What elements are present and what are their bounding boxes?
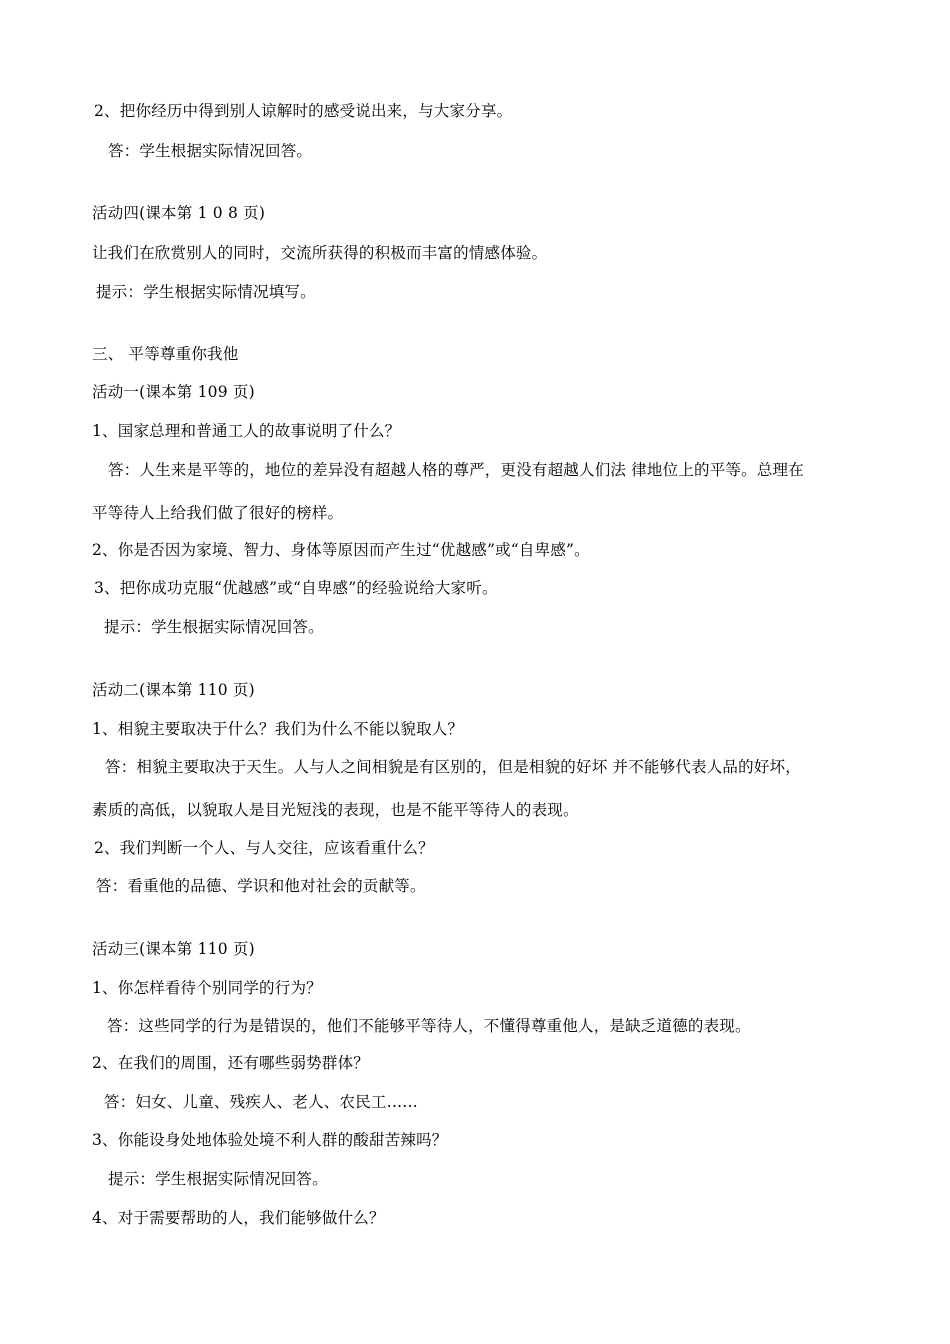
- question-line: 3、你能设身处地体验处境不利人群的酸甜苦辣吗？: [92, 1131, 448, 1149]
- answer-line-continued: 素质的高低，以貌取人是目光短浅的表现，也是不能平等待人的表现。: [92, 801, 579, 819]
- question-line: 3、把你成功克服“优越感”或“自卑感”的经验说给大家听。: [94, 579, 498, 597]
- question-line: 让我们在欣赏别人的同时，交流所获得的积极而丰富的情感体验。: [92, 244, 548, 262]
- answer-line: 答：看重他的品德、学识和他对社会的贡献等。: [96, 877, 426, 895]
- section-heading: 三、 平等尊重你我他: [92, 345, 239, 363]
- answer-line: 答：人生来是平等的，地位的差异没有超越人格的尊严，更没有超越人们法 律地位上的平等。总理在: [108, 461, 804, 479]
- answer-line: 答：相貌主要取决于天生。人与人之间相貌是有区别的，但是相貌的好坏 并不能够代表人品的好坏，: [105, 758, 801, 776]
- question-line: 2、在我们的周围，还有哪些弱势群体？: [92, 1054, 369, 1072]
- hint-line: 提示：学生根据实际情况填写。: [96, 283, 316, 301]
- answer-line: 答：妇女、儿童、残疾人、老人、农民工……: [104, 1093, 419, 1111]
- activity-heading: 活动四(课本第 1 0 8 页): [92, 204, 266, 222]
- hint-line: 提示：学生根据实际情况回答。: [104, 618, 324, 636]
- question-line: 2、把你经历中得到别人谅解时的感受说出来，与大家分享。: [94, 102, 513, 120]
- answer-line: 答：这些同学的行为是错误的，他们不能够平等待人，不懂得尊重他人，是缺乏道德的表现。: [107, 1017, 751, 1035]
- hint-line: 提示：学生根据实际情况回答。: [108, 1170, 328, 1188]
- question-line: 2、我们判断一个人、与人交往，应该看重什么？: [94, 839, 434, 857]
- question-line: 2、你是否因为家境、智力、身体等原因而产生过“优越感”或“自卑感”。: [92, 541, 590, 559]
- question-line: 1、相貌主要取决于什么？我们为什么不能以貌取人？: [92, 720, 464, 738]
- activity-heading: 活动一(课本第 109 页): [92, 383, 255, 401]
- answer-line-continued: 平等待人上给我们做了很好的榜样。: [92, 504, 344, 522]
- answer-line: 答：学生根据实际情况回答。: [108, 142, 313, 160]
- activity-heading: 活动二(课本第 110 页): [92, 681, 255, 699]
- question-line: 1、你怎样看待个别同学的行为？: [92, 979, 322, 997]
- question-line: 4、对于需要帮助的人，我们能够做什么？: [92, 1209, 385, 1227]
- activity-heading: 活动三(课本第 110 页): [92, 940, 255, 958]
- question-line: 1、国家总理和普通工人的故事说明了什么？: [92, 422, 401, 440]
